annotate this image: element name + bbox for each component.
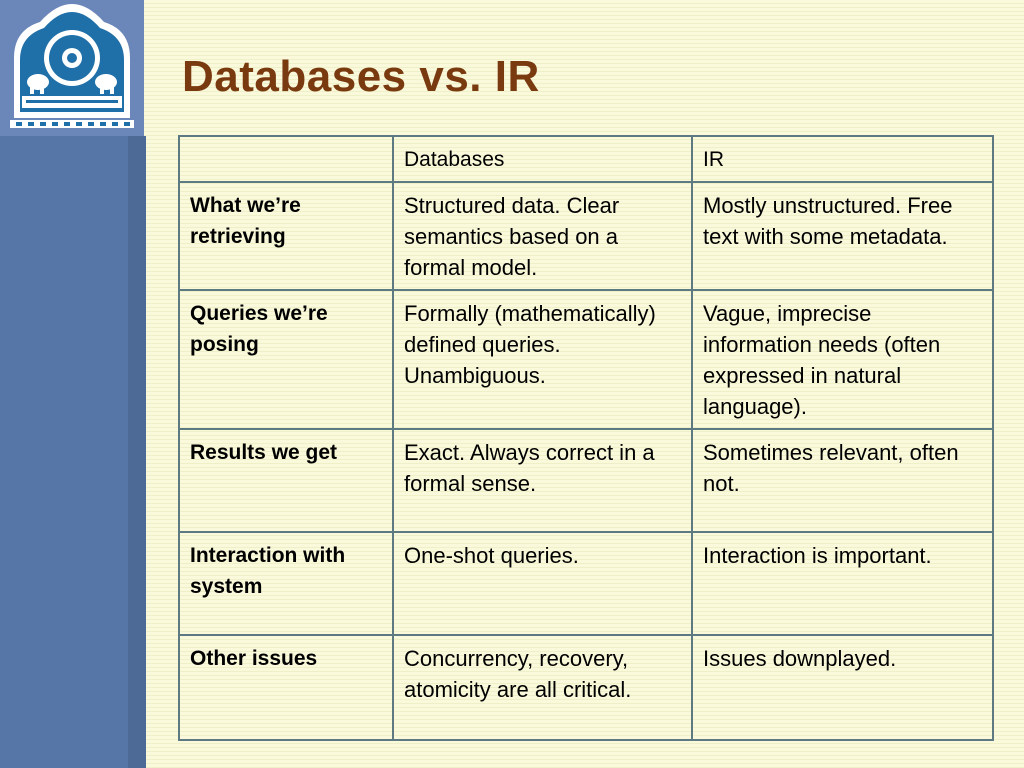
ir-cell: Sometimes relevant, often not. <box>692 429 993 532</box>
table-row <box>179 532 993 635</box>
comparison-table <box>178 135 994 741</box>
table-row <box>179 290 993 429</box>
ir-cell: Interaction is important. <box>692 532 993 635</box>
left-decorative-band <box>0 136 128 768</box>
table-row <box>179 635 993 740</box>
header-cell-empty <box>179 136 393 182</box>
row-label: Queries we’re posing <box>179 290 393 429</box>
table-header-row <box>179 136 993 182</box>
databases-cell: Exact. Always correct in a formal sense. <box>393 429 692 532</box>
table-row <box>179 429 993 532</box>
row-label: What we’re retrieving <box>179 182 393 290</box>
ir-cell: Issues downplayed. <box>692 635 993 740</box>
slide-title: Databases vs. IR <box>182 52 540 101</box>
databases-cell: One-shot queries. <box>393 532 692 635</box>
header-cell-databases: Databases <box>393 136 692 182</box>
left-band-edge <box>128 136 146 768</box>
databases-cell: Structured data. Clear semantics based on a formal model. <box>393 182 692 290</box>
databases-cell: Formally (mathematically) defined queries. Unambiguous. <box>393 290 692 429</box>
comparison-table-container <box>178 135 992 735</box>
header-cell-ir: IR <box>692 136 993 182</box>
row-label: Results we get <box>179 429 393 532</box>
row-label: Interaction with system <box>179 532 393 635</box>
table-row <box>179 182 993 290</box>
ir-cell: Mostly unstructured. Free text with some metadata. <box>692 182 993 290</box>
databases-cell: Concurrency, recovery, atomicity are all critical. <box>393 635 692 740</box>
university-logo <box>0 0 144 136</box>
row-label: Other issues <box>179 635 393 740</box>
ir-cell: Vague, imprecise information needs (often expressed in natural language). <box>692 290 993 429</box>
university-emblem-icon <box>0 0 144 136</box>
